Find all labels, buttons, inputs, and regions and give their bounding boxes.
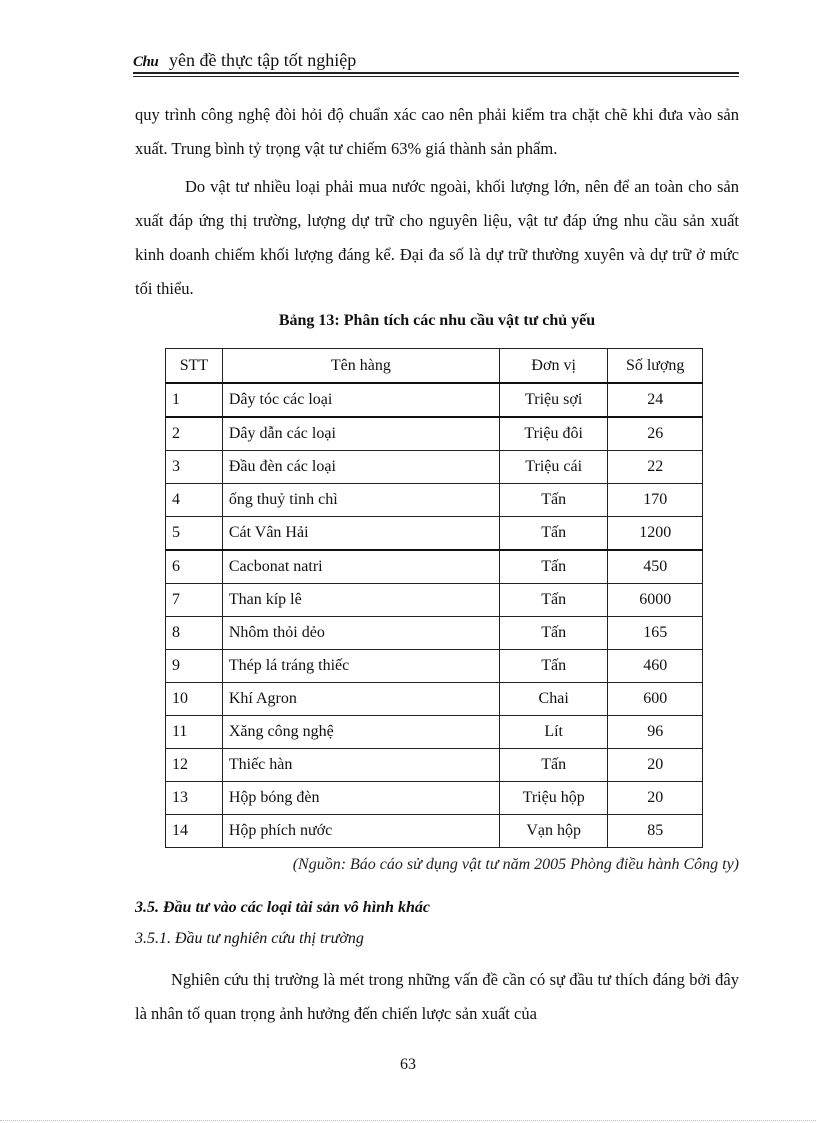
- table-row: [166, 716, 703, 749]
- cell-ten-hang: Đầu đèn các loại: [222, 451, 499, 484]
- cell-don-vi: Vạn hộp: [499, 815, 607, 848]
- cell-stt: 10: [166, 683, 223, 716]
- cell-ten-hang: Hộp bóng đèn: [222, 782, 499, 815]
- cell-ten-hang: Dây dẫn các loại: [222, 417, 499, 451]
- page-header: [133, 50, 739, 74]
- section-heading: 3.5. Đầu tư vào các loại tài sản vô hình khác: [135, 899, 430, 916]
- table-row: [166, 782, 703, 815]
- cell-stt: 1: [166, 383, 223, 417]
- table-row: [166, 550, 703, 584]
- cell-ten-hang: Nhôm thỏi dẻo: [222, 617, 499, 650]
- header-so-luong: Số lượng: [608, 349, 703, 384]
- header-rule: [133, 72, 739, 74]
- cell-don-vi: Triệu cái: [499, 451, 607, 484]
- cell-ten-hang: Than kíp lê: [222, 584, 499, 617]
- paragraph-1: quy trình công nghệ đòi hỏi độ chuẩn xác cao nên phải kiểm tra chặt chẽ khi đưa vào sản xuất. Trung bình tỷ trọng vật tư chiếm 63% giá thành sản phẩm.: [135, 105, 739, 158]
- cell-so-luong: 20: [608, 782, 703, 815]
- table-row: [166, 683, 703, 716]
- cell-so-luong: 24: [608, 383, 703, 417]
- cell-so-luong: 85: [608, 815, 703, 848]
- table-header-row: [166, 349, 703, 384]
- cell-stt: 3: [166, 451, 223, 484]
- cell-don-vi: Triệu hộp: [499, 782, 607, 815]
- cell-so-luong: 26: [608, 417, 703, 451]
- cell-don-vi: Chai: [499, 683, 607, 716]
- cell-ten-hang: ống thuỷ tinh chì: [222, 484, 499, 517]
- cell-ten-hang: Thiếc hàn: [222, 749, 499, 782]
- page-bottom-divider: [0, 1120, 816, 1121]
- paragraph-3: Nghiên cứu thị trường là mét trong những vấn đề cần có sự đầu tư thích đáng bởi đây là nhân tố quan trọng ảnh hưởng đến chiến lược sản xuất của: [135, 970, 739, 1023]
- materials-table: [165, 348, 703, 848]
- table-row: [166, 383, 703, 417]
- cell-ten-hang: Cát Vân Hải: [222, 517, 499, 551]
- cell-stt: 2: [166, 417, 223, 451]
- header-title: yên đề thực tập tốt nghiệp: [169, 50, 357, 70]
- cell-don-vi: Tấn: [499, 650, 607, 683]
- table-title: Bảng 13: Phân tích các nhu cầu vật tư chủ yếu: [278, 312, 596, 329]
- cell-stt: 7: [166, 584, 223, 617]
- cell-so-luong: 96: [608, 716, 703, 749]
- table-row: [166, 517, 703, 551]
- paragraph-2: Do vật tư nhiều loại phải mua nước ngoài, khối lượng lớn, nên để an toàn cho sản xuất đáp ứng thị trường, lượng dự trữ cho nguyên liệu, vật tư đáp ứng nhu cầu sản xuất kinh doanh chiếm khối lượng đáng kể. Đại đa số là dự trữ thường xuyên và dự trữ ở mức tối thiểu.: [135, 177, 739, 298]
- table-source-note: (Nguồn: Báo cáo sử dụng vật tư năm 2005 Phòng điều hành Công ty): [292, 856, 739, 873]
- cell-ten-hang: Hộp phích nước: [222, 815, 499, 848]
- header-don-vi: Đơn vị: [499, 349, 607, 384]
- cell-stt: 6: [166, 550, 223, 584]
- cell-ten-hang: Xăng công nghệ: [222, 716, 499, 749]
- cell-so-luong: 460: [608, 650, 703, 683]
- cell-don-vi: Tấn: [499, 484, 607, 517]
- table-row: [166, 749, 703, 782]
- cell-don-vi: Lít: [499, 716, 607, 749]
- subsection-heading: 3.5.1. Đầu tư nghiên cứu thị trường: [135, 930, 364, 947]
- table-row: [166, 617, 703, 650]
- cell-stt: 11: [166, 716, 223, 749]
- cell-ten-hang: Thép lá tráng thiếc: [222, 650, 499, 683]
- cell-so-luong: 20: [608, 749, 703, 782]
- cell-so-luong: 165: [608, 617, 703, 650]
- header-logo-text: Chu: [133, 54, 159, 70]
- cell-ten-hang: Khí Agron: [222, 683, 499, 716]
- table-row: [166, 815, 703, 848]
- table-row: [166, 584, 703, 617]
- table-row: [166, 650, 703, 683]
- table-row: [166, 484, 703, 517]
- cell-don-vi: Tấn: [499, 617, 607, 650]
- cell-stt: 5: [166, 517, 223, 551]
- cell-so-luong: 170: [608, 484, 703, 517]
- cell-stt: 13: [166, 782, 223, 815]
- page-number: 63: [400, 1056, 416, 1073]
- cell-stt: 4: [166, 484, 223, 517]
- cell-don-vi: Tấn: [499, 584, 607, 617]
- cell-stt: 8: [166, 617, 223, 650]
- table-row: [166, 451, 703, 484]
- header-rule-thin: [133, 76, 739, 77]
- cell-don-vi: Tấn: [499, 749, 607, 782]
- cell-don-vi: Triệu sợi: [499, 383, 607, 417]
- table-row: [166, 417, 703, 451]
- cell-don-vi: Triệu đôi: [499, 417, 607, 451]
- cell-so-luong: 6000: [608, 584, 703, 617]
- header-stt: STT: [166, 349, 223, 384]
- cell-stt: 9: [166, 650, 223, 683]
- cell-ten-hang: Dây tóc các loại: [222, 383, 499, 417]
- cell-ten-hang: Cacbonat natri: [222, 550, 499, 584]
- cell-so-luong: 600: [608, 683, 703, 716]
- cell-don-vi: Tấn: [499, 550, 607, 584]
- cell-so-luong: 1200: [608, 517, 703, 551]
- cell-stt: 12: [166, 749, 223, 782]
- cell-so-luong: 22: [608, 451, 703, 484]
- cell-don-vi: Tấn: [499, 517, 607, 551]
- header-ten-hang: Tên hàng: [222, 349, 499, 384]
- cell-stt: 14: [166, 815, 223, 848]
- cell-so-luong: 450: [608, 550, 703, 584]
